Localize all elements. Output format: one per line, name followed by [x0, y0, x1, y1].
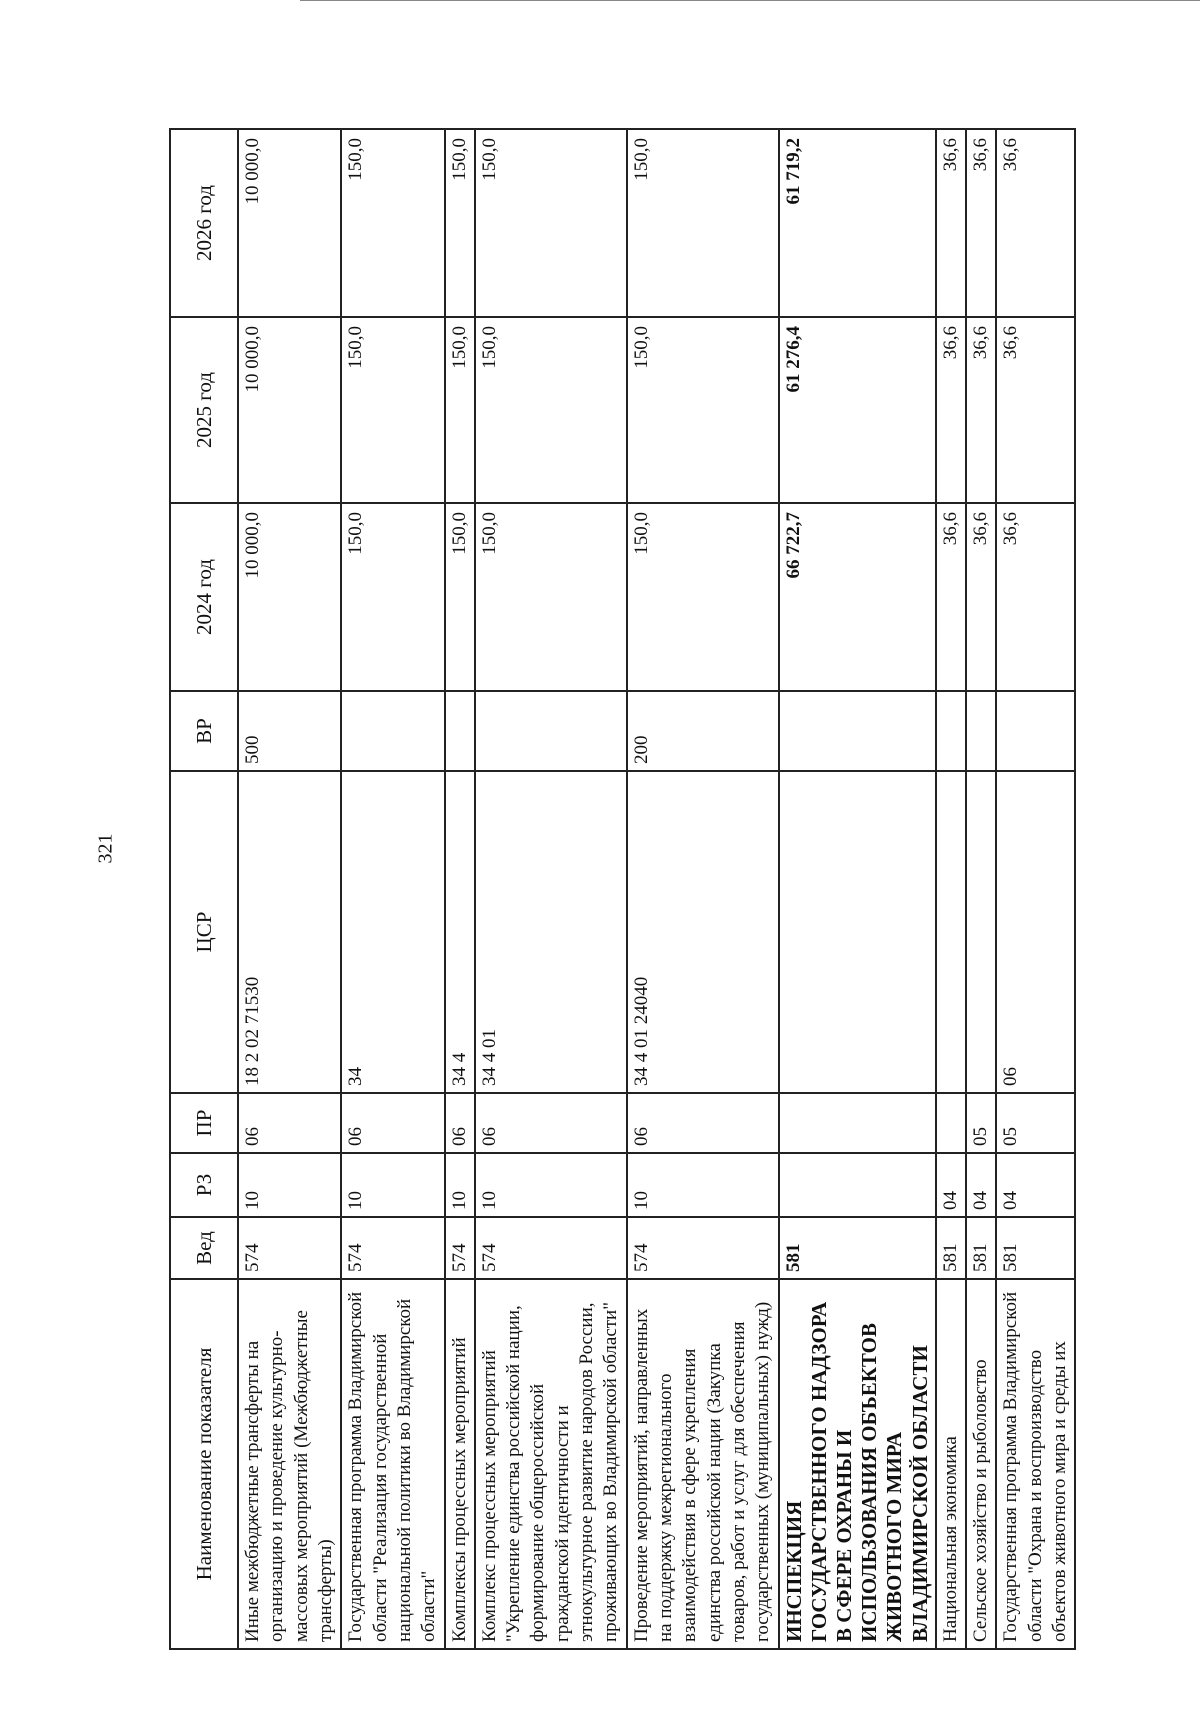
row-2025: 150,0: [445, 317, 475, 503]
row-2024: 150,0: [475, 503, 627, 691]
row-2025: 150,0: [341, 317, 444, 503]
row-2026: 10 000,0: [238, 129, 341, 317]
row-rz: 10: [627, 1153, 779, 1217]
table-row: [966, 129, 996, 1649]
row-ved: 574: [475, 1217, 627, 1279]
row-name: ИНСПЕКЦИЯ ГОСУДАРСТВЕННОГО НАДЗОРА В СФЕРЕ ОХРАНЫ И ИСПОЛЬЗОВАНИЯ ОБЪЕКТОВ ЖИВОТНОГО МИРА ВЛАДИМИРСКОЙ ОБЛАСТИ: [779, 1279, 936, 1649]
header-2025: 2025 год: [170, 317, 238, 503]
row-2026: 36,6: [966, 129, 996, 317]
row-name: Проведение мероприятий, направленных на поддержку межрегионального взаимодействия в сфере укрепления единства российской нации (Закупка товаров, работ и услуг для обеспечения государственных (муниципальных) нужд): [627, 1279, 779, 1649]
row-2024: 10 000,0: [238, 503, 341, 691]
row-name: Государственная программа Владимирской области "Реализация государственной национальной политики во Владимирской области": [341, 1279, 444, 1649]
row-vr: 200: [627, 691, 779, 771]
row-2024: 36,6: [996, 503, 1075, 691]
row-name: Комплекс процессных мероприятий "Укрепление единства российской нации, формирование общероссийской гражданской идентичности и этнокультурное развитие народов России, проживающих во Владимирской области": [475, 1279, 627, 1649]
table-row: [627, 129, 779, 1649]
header-name: Наименование показателя: [170, 1279, 238, 1649]
header-ved: Вед: [170, 1217, 238, 1279]
row-pr: 06: [475, 1093, 627, 1153]
header-rz: РЗ: [170, 1153, 238, 1217]
row-ved: 574: [238, 1217, 341, 1279]
row-rz: 10: [475, 1153, 627, 1217]
row-pr: [936, 1093, 966, 1153]
row-name: Национальная экономика: [936, 1279, 966, 1649]
row-2024: 66 722,7: [779, 503, 936, 691]
budget-table-container: [169, 130, 1129, 1650]
budget-table: [169, 128, 1076, 1650]
row-rz: [779, 1153, 936, 1217]
table-row: [445, 129, 475, 1649]
row-rz: 10: [341, 1153, 444, 1217]
row-ved: 581: [966, 1217, 996, 1279]
row-2026: 150,0: [341, 129, 444, 317]
row-rz: 04: [996, 1153, 1075, 1217]
row-2026: 61 719,2: [779, 129, 936, 317]
row-2026: 36,6: [936, 129, 966, 317]
row-csr: 34 4: [445, 771, 475, 1093]
scan-top-edge: [300, 0, 1200, 1]
row-2026: 150,0: [445, 129, 475, 317]
row-name: Сельское хозяйство и рыболовство: [966, 1279, 996, 1649]
row-2024: 150,0: [627, 503, 779, 691]
row-vr: [936, 691, 966, 771]
header-csr: ЦСР: [170, 771, 238, 1093]
table-body: [238, 129, 1075, 1649]
row-rz: 10: [238, 1153, 341, 1217]
table-row: [936, 129, 966, 1649]
row-2025: 10 000,0: [238, 317, 341, 503]
row-2026: 36,6: [996, 129, 1075, 317]
row-csr: 34 4 01: [475, 771, 627, 1093]
row-pr: 06: [341, 1093, 444, 1153]
table-row-section-header: [779, 129, 936, 1649]
row-ved: 581: [779, 1217, 936, 1279]
row-2024: 150,0: [341, 503, 444, 691]
row-2025: 61 276,4: [779, 317, 936, 503]
header-pr: ПР: [170, 1093, 238, 1153]
row-csr: [936, 771, 966, 1093]
row-ved: 574: [627, 1217, 779, 1279]
row-2024: 36,6: [966, 503, 996, 691]
row-pr: 06: [445, 1093, 475, 1153]
row-name: Государственная программа Владимирской области "Охрана и воспроизводство объектов животного мира и среды их: [996, 1279, 1075, 1649]
row-vr: [341, 691, 444, 771]
row-2026: 150,0: [475, 129, 627, 317]
row-2024: 36,6: [936, 503, 966, 691]
row-name: Иные межбюджетные трансферты на организацию и проведение культурно-массовых мероприятий (Межбюджетные трансферты): [238, 1279, 341, 1649]
row-vr: [445, 691, 475, 771]
header-2026: 2026 год: [170, 129, 238, 317]
row-2025: 36,6: [966, 317, 996, 503]
row-csr: 34 4 01 24040: [627, 771, 779, 1093]
row-vr: [966, 691, 996, 771]
row-vr: [475, 691, 627, 771]
row-rz: 04: [966, 1153, 996, 1217]
row-rz: 10: [445, 1153, 475, 1217]
row-csr: 34: [341, 771, 444, 1093]
row-2025: 150,0: [627, 317, 779, 503]
row-2025: 36,6: [996, 317, 1075, 503]
row-2026: 150,0: [627, 129, 779, 317]
row-2024: 150,0: [445, 503, 475, 691]
row-pr: 05: [966, 1093, 996, 1153]
row-csr: 06: [996, 771, 1075, 1093]
table-header-row: [170, 129, 238, 1649]
row-pr: 06: [627, 1093, 779, 1153]
row-vr: [996, 691, 1075, 771]
header-vr: ВР: [170, 691, 238, 771]
row-csr: 18 2 02 71530: [238, 771, 341, 1093]
row-csr: [779, 771, 936, 1093]
row-csr: [966, 771, 996, 1093]
row-rz: 04: [936, 1153, 966, 1217]
row-pr: 05: [996, 1093, 1075, 1153]
header-2024: 2024 год: [170, 503, 238, 691]
row-ved: 574: [445, 1217, 475, 1279]
row-vr: [779, 691, 936, 771]
table-row: [996, 129, 1075, 1649]
row-ved: 581: [936, 1217, 966, 1279]
row-2025: 150,0: [475, 317, 627, 503]
table-row: [238, 129, 341, 1649]
row-ved: 581: [996, 1217, 1075, 1279]
row-vr: 500: [238, 691, 341, 771]
table-row: [475, 129, 627, 1649]
row-2025: 36,6: [936, 317, 966, 503]
row-pr: [779, 1093, 936, 1153]
row-name: Комплексы процессных мероприятий: [445, 1279, 475, 1649]
page-number: 321: [94, 833, 117, 864]
table-row: [341, 129, 444, 1649]
row-pr: 06: [238, 1093, 341, 1153]
row-ved: 574: [341, 1217, 444, 1279]
